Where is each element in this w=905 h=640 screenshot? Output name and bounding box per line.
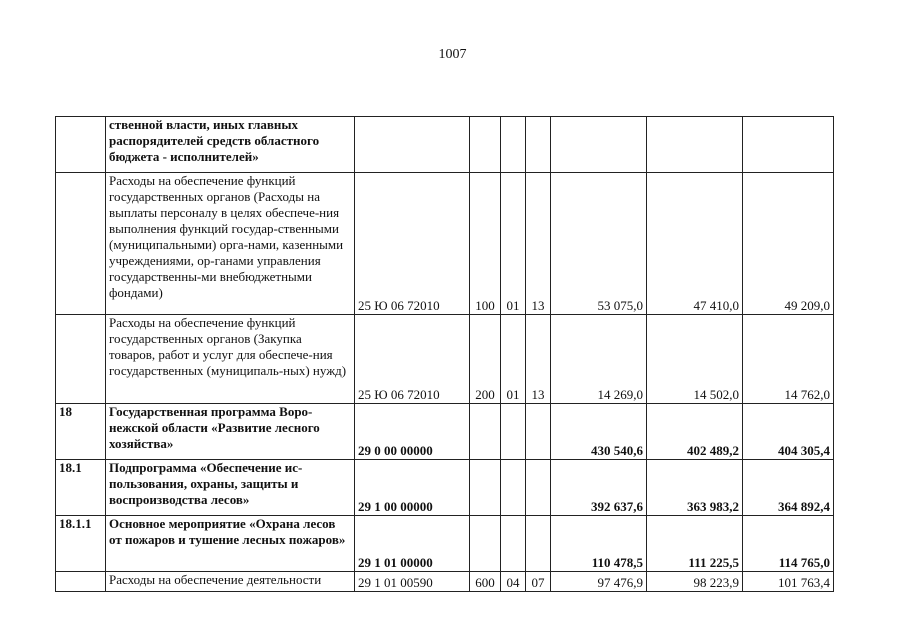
table-row: [56, 117, 834, 173]
table-row: [56, 572, 834, 592]
row-description: Основное мероприятие «Охрана лесов от пожаров и тушение лесных пожаров»: [106, 516, 355, 572]
row-amount-year1: 110 478,5: [551, 516, 647, 572]
row-rz-code: [501, 117, 526, 173]
row-pr-code: 13: [526, 315, 551, 404]
row-amount-year1: 392 637,6: [551, 460, 647, 516]
table-row: [56, 404, 834, 460]
page-number: 1007: [438, 47, 467, 62]
row-vr-code: [470, 516, 501, 572]
row-amount-year3: 14 762,0: [743, 315, 834, 404]
row-csr-code: 25 Ю 06 72010: [355, 315, 470, 404]
row-description: Государственная программа Воро-нежской области «Развитие лесного хозяйства»: [106, 404, 355, 460]
budget-table: [55, 116, 834, 592]
row-amount-year1: 53 075,0: [551, 173, 647, 315]
row-amount-year3: 49 209,0: [743, 173, 834, 315]
row-amount-year2: 111 225,5: [647, 516, 743, 572]
row-number: 18.1: [56, 460, 106, 516]
row-amount-year2: 363 983,2: [647, 460, 743, 516]
row-amount-year1: 97 476,9: [551, 572, 647, 592]
row-rz-code: [501, 460, 526, 516]
row-csr-code: 25 Ю 06 72010: [355, 173, 470, 315]
row-number: 18: [56, 404, 106, 460]
row-csr-code: 29 0 00 00000: [355, 404, 470, 460]
row-amount-year3: 364 892,4: [743, 460, 834, 516]
row-pr-code: [526, 404, 551, 460]
row-pr-code: [526, 516, 551, 572]
row-csr-code: 29 1 01 00000: [355, 516, 470, 572]
row-pr-code: [526, 460, 551, 516]
table-row: [56, 460, 834, 516]
row-amount-year2: 47 410,0: [647, 173, 743, 315]
row-number: [56, 117, 106, 173]
row-amount-year3: 404 305,4: [743, 404, 834, 460]
row-rz-code: 01: [501, 173, 526, 315]
row-pr-code: 13: [526, 173, 551, 315]
row-csr-code: [355, 117, 470, 173]
row-amount-year1: 430 540,6: [551, 404, 647, 460]
row-amount-year3: [743, 117, 834, 173]
row-rz-code: 01: [501, 315, 526, 404]
row-amount-year2: 98 223,9: [647, 572, 743, 592]
row-number: [56, 173, 106, 315]
table-row: [56, 315, 834, 404]
row-csr-code: 29 1 01 00590: [355, 572, 470, 592]
row-number: [56, 572, 106, 592]
row-description: Расходы на обеспечение функций государственных органов (Закупка товаров, работ и услуг для обеспече-ния государственных (муниципаль-ных) нужд): [106, 315, 355, 404]
row-vr-code: 100: [470, 173, 501, 315]
row-number: 18.1.1: [56, 516, 106, 572]
row-vr-code: [470, 117, 501, 173]
row-rz-code: [501, 516, 526, 572]
row-amount-year2: [647, 117, 743, 173]
row-amount-year1: [551, 117, 647, 173]
row-vr-code: 600: [470, 572, 501, 592]
row-amount-year3: 101 763,4: [743, 572, 834, 592]
row-pr-code: 07: [526, 572, 551, 592]
row-amount-year2: 402 489,2: [647, 404, 743, 460]
row-vr-code: [470, 460, 501, 516]
row-vr-code: 200: [470, 315, 501, 404]
row-rz-code: [501, 404, 526, 460]
row-pr-code: [526, 117, 551, 173]
row-csr-code: 29 1 00 00000: [355, 460, 470, 516]
row-amount-year1: 14 269,0: [551, 315, 647, 404]
row-description: Подпрограмма «Обеспечение ис-пользования, охраны, защиты и воспроизводства лесов»: [106, 460, 355, 516]
row-description: Расходы на обеспечение деятельности: [106, 572, 355, 592]
row-description: ственной власти, иных главных распорядителей средств областного бюджета - исполнителей»: [106, 117, 355, 173]
row-number: [56, 315, 106, 404]
table-row: [56, 173, 834, 315]
row-vr-code: [470, 404, 501, 460]
row-description: Расходы на обеспечение функций государственных органов (Расходы на выплаты персоналу в целях обеспече-ния выполнения функций государ-ственными (муниципальными) орга-нами, казенными учреждениями, ор-ганами управления государственны-ми внебюджетными фондами): [106, 173, 355, 315]
row-rz-code: 04: [501, 572, 526, 592]
table-row: [56, 516, 834, 572]
row-amount-year2: 14 502,0: [647, 315, 743, 404]
row-amount-year3: 114 765,0: [743, 516, 834, 572]
